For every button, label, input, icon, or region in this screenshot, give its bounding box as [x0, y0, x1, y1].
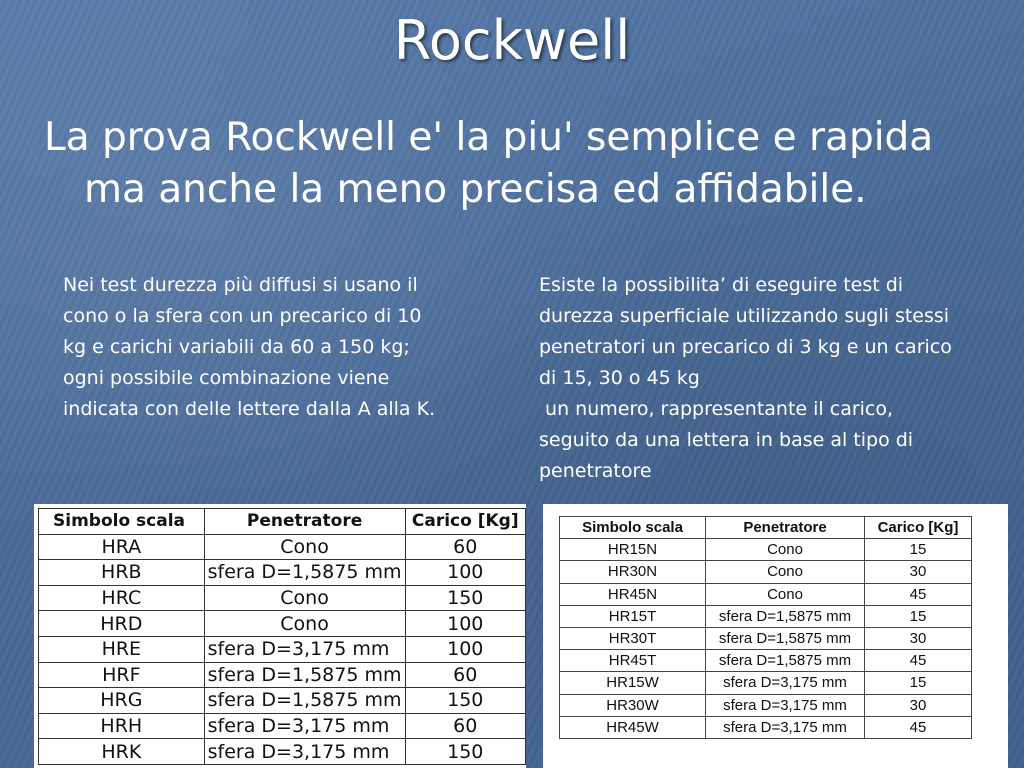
table-header-cell: Carico [Kg]: [865, 517, 972, 539]
right-paragraph-line: Esiste la possibilita’ di eseguire test di: [539, 274, 904, 296]
table-row: [39, 739, 526, 765]
table-cell: HR45N: [560, 583, 706, 605]
right-paragraph-line: di 15, 30 o 45 kg: [539, 367, 700, 389]
table-cell: HRF: [39, 662, 205, 688]
subtitle-line: La prova Rockwell e' la piu' semplice e rapida: [44, 115, 934, 160]
table-row: [39, 713, 526, 739]
table-cell: HRB: [39, 560, 205, 586]
table-cell: Cono: [204, 611, 405, 637]
table-cell: HR30T: [560, 627, 706, 649]
table-cell: 100: [405, 611, 526, 637]
table-cell: 100: [405, 636, 526, 662]
table-cell: Cono: [706, 539, 865, 561]
right-paragraph-line: penetratore: [539, 460, 652, 482]
right-paragraph-line: durezza superficiale utilizzando sugli stessi: [539, 305, 950, 327]
table-cell: sfera D=3,175 mm: [706, 694, 865, 716]
table-cell: HR30W: [560, 694, 706, 716]
table-row: [560, 539, 972, 561]
table-cell: Cono: [706, 561, 865, 583]
table-row: [39, 611, 526, 637]
table-row: [39, 636, 526, 662]
table-cell: 150: [405, 688, 526, 714]
table-cell: Cono: [204, 534, 405, 560]
table-cell: HRH: [39, 713, 205, 739]
table-row: [560, 583, 972, 605]
table-row: [39, 560, 526, 586]
table-header-cell: Penetratore: [204, 509, 405, 535]
table-cell: 30: [865, 627, 972, 649]
table-cell: 60: [405, 534, 526, 560]
table-row: [560, 716, 972, 738]
table-row: [560, 627, 972, 649]
table-header-cell: Simbolo scala: [39, 509, 205, 535]
rockwell-scale-table-image: [34, 504, 526, 768]
table-row: [560, 672, 972, 694]
subtitle-line: ma anche la meno precisa ed affidabile.: [84, 167, 867, 212]
right-paragraph-line: penetratori un precarico di 3 kg e un carico: [539, 336, 952, 358]
table-row: [39, 688, 526, 714]
table-row: [560, 605, 972, 627]
right-paragraph-line: un numero, rappresentante il carico,: [539, 398, 894, 420]
table-cell: sfera D=1,5875 mm: [706, 650, 865, 672]
table-header-cell: Penetratore: [706, 517, 865, 539]
right-paragraph: [539, 270, 1024, 487]
table-cell: HRE: [39, 636, 205, 662]
table-cell: sfera D=3,175 mm: [204, 739, 405, 765]
table-cell: HR45W: [560, 716, 706, 738]
table-row: [39, 534, 526, 560]
rockwell-scale-table: [38, 508, 526, 765]
table-cell: HR30N: [560, 561, 706, 583]
table-cell: 45: [865, 716, 972, 738]
table-row: [560, 650, 972, 672]
table-cell: sfera D=1,5875 mm: [204, 560, 405, 586]
table-cell: Cono: [204, 585, 405, 611]
table-cell: 30: [865, 694, 972, 716]
right-paragraph-line: seguito da una lettera in base al tipo di: [539, 429, 914, 451]
table-cell: sfera D=3,175 mm: [706, 672, 865, 694]
table-cell: sfera D=3,175 mm: [204, 713, 405, 739]
table-cell: sfera D=3,175 mm: [706, 716, 865, 738]
table-cell: HRK: [39, 739, 205, 765]
table-cell: sfera D=1,5875 mm: [706, 627, 865, 649]
table-cell: 150: [405, 585, 526, 611]
table-row: [39, 585, 526, 611]
table-cell: sfera D=3,175 mm: [204, 636, 405, 662]
table-cell: 45: [865, 650, 972, 672]
table-cell: HRC: [39, 585, 205, 611]
superficial-rockwell-table: [559, 516, 972, 739]
table-cell: 15: [865, 672, 972, 694]
table-row: [560, 561, 972, 583]
table-cell: Cono: [706, 583, 865, 605]
table-cell: sfera D=1,5875 mm: [204, 688, 405, 714]
table-cell: 15: [865, 539, 972, 561]
table-cell: HRG: [39, 688, 205, 714]
table-cell: 100: [405, 560, 526, 586]
left-paragraph: Nei test durezza più diffusi si usano il cono o la sfera con un precarico di 10 kg e carichi variabili da 60 a 150 kg; ogni possibile combinazione viene indicata con delle lettere dalla A alla K.: [63, 274, 436, 420]
table-header-row: [39, 509, 526, 535]
table-cell: 150: [405, 739, 526, 765]
table-cell: HR15T: [560, 605, 706, 627]
table-cell: sfera D=1,5875 mm: [204, 662, 405, 688]
table-header-cell: Simbolo scala: [560, 517, 706, 539]
table-cell: HR15N: [560, 539, 706, 561]
table-cell: HR15W: [560, 672, 706, 694]
table-cell: 30: [865, 561, 972, 583]
table-cell: HRA: [39, 534, 205, 560]
table-header-row: [560, 517, 972, 539]
table-cell: HRD: [39, 611, 205, 637]
table-cell: HR45T: [560, 650, 706, 672]
slide-subtitle: [4, 112, 944, 216]
table-cell: 45: [865, 583, 972, 605]
table-cell: 15: [865, 605, 972, 627]
table-header-cell: Carico [Kg]: [405, 509, 526, 535]
table-cell: 60: [405, 713, 526, 739]
table-cell: 60: [405, 662, 526, 688]
table-row: [39, 662, 526, 688]
table-cell: sfera D=1,5875 mm: [706, 605, 865, 627]
table-row: [560, 694, 972, 716]
superficial-rockwell-table-image: [543, 504, 1008, 768]
slide-title: Rockwell: [393, 9, 631, 72]
